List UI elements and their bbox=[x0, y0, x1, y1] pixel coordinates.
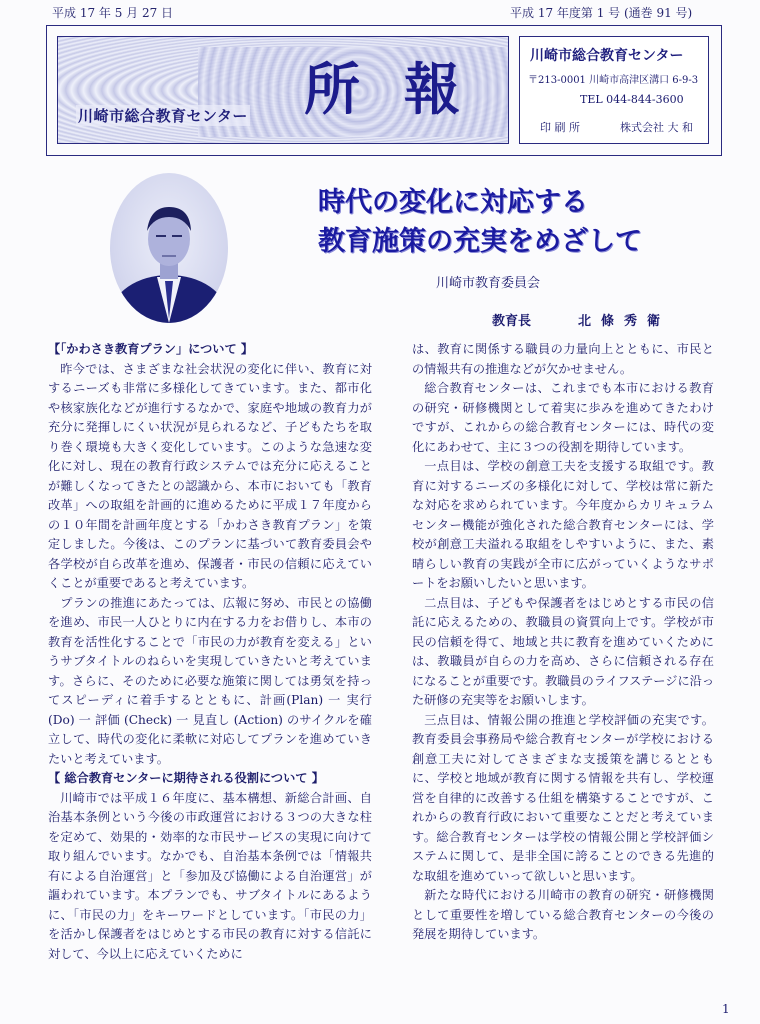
author-role: 教育長 bbox=[492, 314, 532, 329]
section-heading-plan: 【「かわさき教育プラン」について 】 bbox=[48, 342, 254, 356]
masthead bbox=[46, 25, 722, 156]
author-name: 北條秀衛 bbox=[578, 314, 671, 329]
paragraph: 二点目は、子どもや保護者をはじめとする市民の信託に応えるための、教職員の資質向上です。学校が市民の信頼を得て、地域と共に教育を進めていくためには、教職員が自らの力を高め、さらに信頼される存在になることが重要です。教職員のライフステージに沿った研修の充実等をお願いします。 bbox=[412, 595, 715, 707]
headline-line-2: 教育施策の充実をめざして bbox=[318, 226, 642, 257]
paragraph: 総合教育センターは、これまでも本市における教育の研究・研修機関として着実に歩みを進めてきたわけですが、これからの総合教育センターには、時代の変化にあわせて、主に３つの役割を期待しています。 bbox=[412, 381, 714, 454]
title-banner bbox=[57, 36, 509, 144]
publisher-info bbox=[519, 36, 709, 144]
printer-name: 株式会社 大 和 bbox=[620, 121, 693, 134]
page-number: 1 bbox=[722, 1002, 730, 1016]
issue-number: 平成 17 年度第 1 号 (通巻 91 号) bbox=[510, 6, 693, 20]
portrait-photo bbox=[110, 173, 228, 323]
paragraph: は、教育に関係する職員の力量向上とともに、市民との情報共有の推進などが欠かせません。 bbox=[412, 342, 714, 376]
publisher-name: 川崎市総合教育センター bbox=[530, 48, 684, 64]
author-organization: 川崎市教育委員会 bbox=[436, 276, 541, 291]
paragraph: 川崎市では平成１６年度に、基本構想、新総合計画、自治基本条例という今後の市政運営における３つの大きな柱を定めて、効果的・効率的な市民サービスの実現に向けて取り組んでいます。なかでも、自治基本条例では「情報共有による自治運営」と「参加及び協働による自治運営」が謳われています。本プランでも、サブタイトルにあるように、「市民の力」をキーワードとしています。「市民の力」を活かし保護者をはじめとする市民の教育に対する信託に対して、今以上に応えていくために bbox=[48, 790, 372, 961]
paragraph: 新たな時代における川崎市の教育の研究・研修機関として重要性を増している総合教育センターの今後の発展を期待しています。 bbox=[412, 888, 714, 941]
printer-label: 印 刷 所 bbox=[540, 121, 580, 134]
publisher-address: 〒213-0001 川崎市高津区溝口 6-9-3 bbox=[528, 75, 699, 86]
publication-date: 平成 17 年 5 月 27 日 bbox=[52, 6, 174, 20]
paragraph: プランの推進にあたっては、広報に努め、市民との協働を進め、市民一人ひとりに内在する力をお借りし、本市の教育を活性化することで「市民の力が教育を変える」というサブタイトルのねらいを実現していきたいと考えています。さらに、そのために必要な施策に関しては勇気を持ってスピーディに着手するとともに、計画(Plan) 一 実行 (Do) 一 評価 (Check) 一 見直し (Action) のサイクルを確立して、時代の変化に柔軟に対応してプランを進めていきたいと考えています。 bbox=[48, 595, 372, 766]
right-column bbox=[412, 340, 714, 945]
section-heading-role: 【 総合教育センターに期待される役割について 】 bbox=[48, 771, 324, 785]
left-column bbox=[48, 340, 372, 964]
headline-line-1: 時代の変化に対応する bbox=[318, 187, 588, 218]
paragraph: 昨今では、さまざまな社会状況の変化に伴い、教育に対するニーズも非常に多様化してきています。また、都市化や核家族化などが進行するなかで、家庭や地域の教育力が充分に発揮しにくい状況が見られるなど、子どもたちを取り巻く環境も大きく変化しています。このような急速な変化に対し、現在の教育行政システムでは充分に応えることが難しくなってきたとの認識から、本市においても「教育改革」への取組を計画的に進めるために平成１７年度からの１０年間を計画年度とする「かわさき教育プラン」を策定しました。今後は、このプランに基づいて教育委員会や各学校が自ら改革を進め、保護者・市民の信頼に応えていくことが重要であると考えています。 bbox=[48, 361, 372, 590]
newsletter-title: 所報 bbox=[304, 58, 504, 123]
banner-center-name: 川崎市総合教育センター bbox=[78, 107, 248, 125]
paragraph: 三点目は、情報公開の推進と学校評価の充実です。教育委員会事務局や総合教育センターが学校における創意工夫に対してさまざまな支援策を講じるとともに、学校と地域が教育に関する情報を共有し、学校運営を自律的に改善する仕組を構築することですが、これからの教育行政において重要なことだと考えています。総合教育センターは学校の情報公開と学校評価システムに関して、是非全国に誇ることのできる先進的な取組を進めていって欲しいと思います。 bbox=[412, 712, 714, 883]
paragraph: 一点目は、学校の創意工夫を支援する取組です。教育に対するニーズの多様化に対して、学校は常に新たな対応を求められています。今年度からカリキュラムセンター機能が強化された総合教育センターには、学校が創意工夫溢れる取組をしやすいように、また、素晴らしい教育の実践が全市に広がっていくようなサポートをお願いしたいと思います。 bbox=[412, 459, 714, 590]
publisher-tel: TEL 044-844-3600 bbox=[580, 93, 684, 106]
